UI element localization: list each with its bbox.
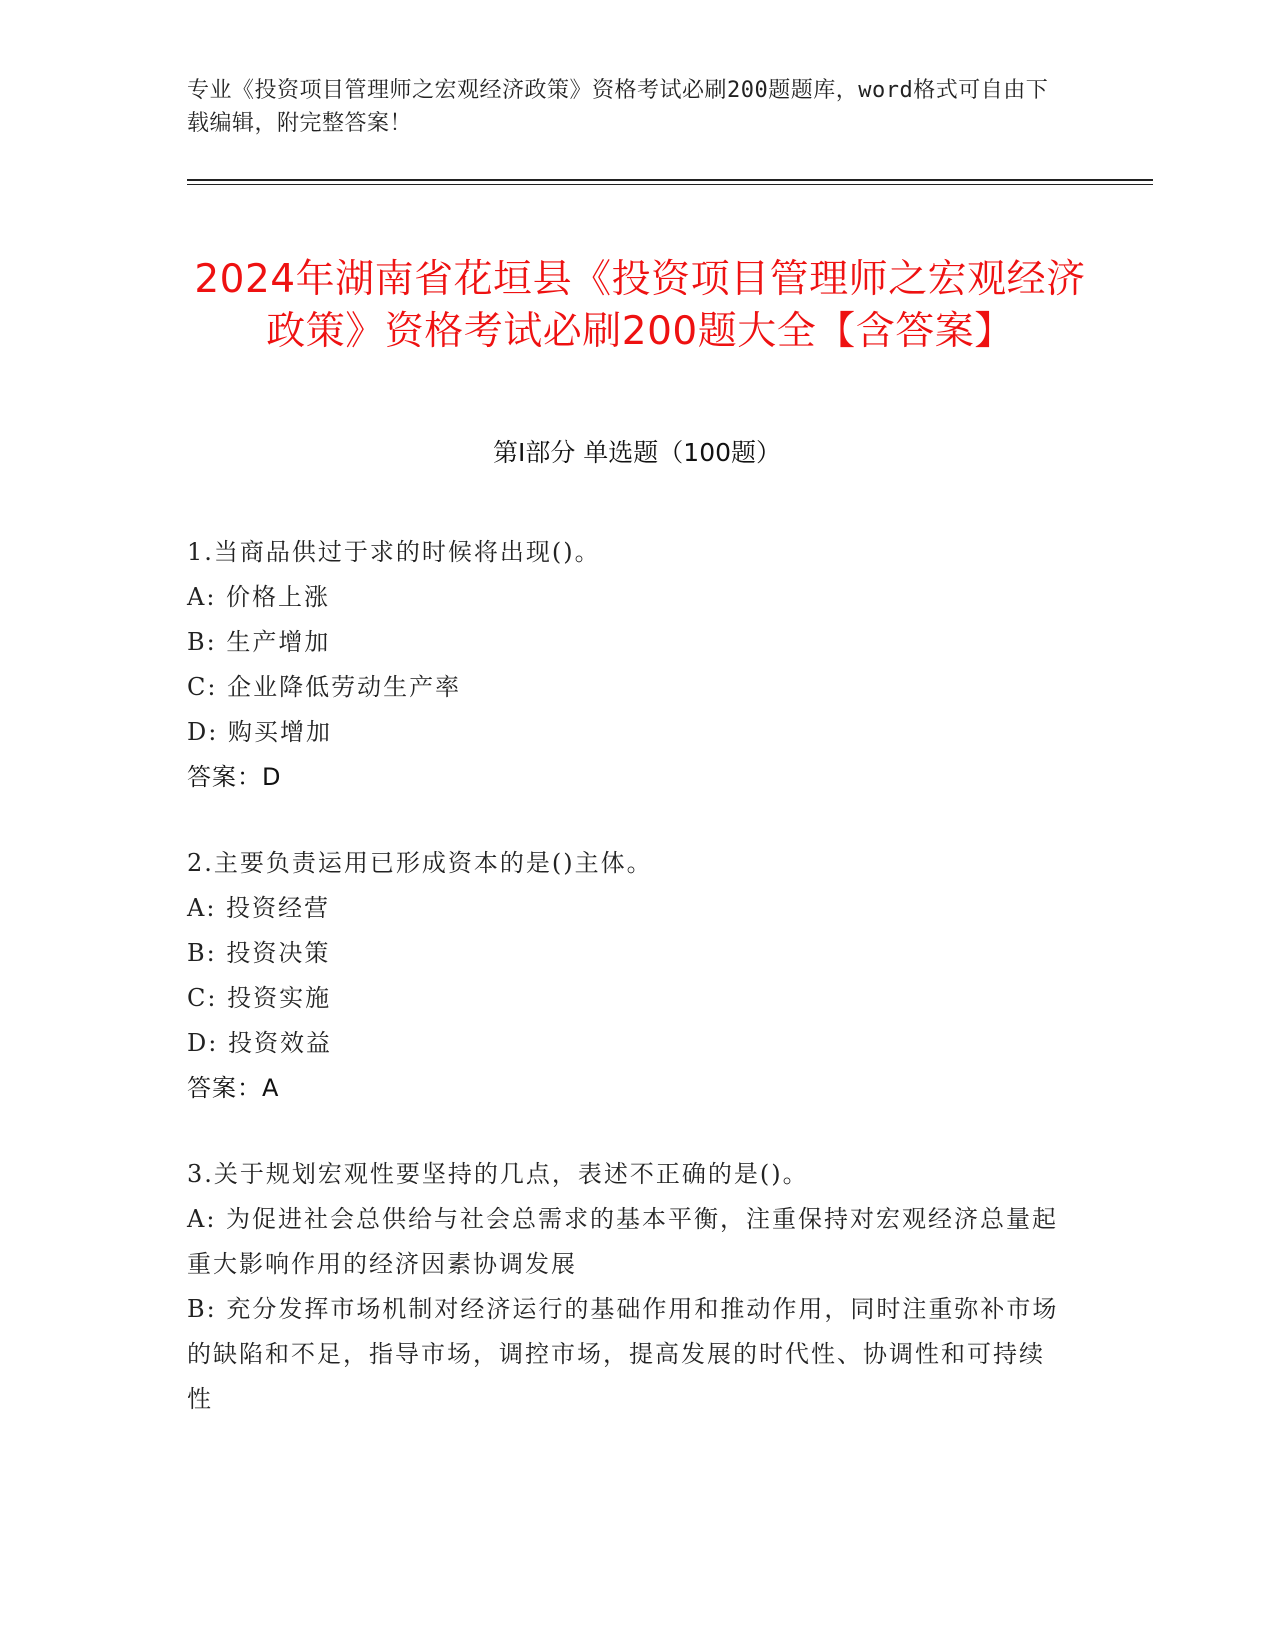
option-d: D: 投资效益: [187, 1029, 332, 1057]
option-c: C: 投资实施: [187, 984, 332, 1012]
header-note: 专业《投资项目管理师之宏观经济政策》资格考试必刷200题题库，word格式可自由下载编辑，附完整答案！: [187, 78, 1049, 136]
answer: 答案：D: [187, 763, 282, 791]
question-stem: 1.当商品供过于求的时候将出现()。: [187, 538, 601, 566]
answer: 答案：A: [187, 1074, 280, 1102]
header-divider: [187, 179, 1153, 181]
question-stem: 2.主要负责运用已形成资本的是()主体。: [187, 849, 653, 877]
section-heading: 第Ⅰ部分 单选题（100题）: [492, 438, 782, 467]
question-3: [187, 1152, 1067, 1422]
option-b: B: 生产增加: [187, 628, 331, 656]
question-list: [187, 530, 1067, 1463]
question-stem: 3.关于规划宏观性要坚持的几点，表述不正确的是()。: [187, 1160, 809, 1188]
option-c: C: 企业降低劳动生产率: [187, 673, 462, 701]
question-1: [187, 530, 1067, 800]
option-a: A: 价格上涨: [187, 583, 331, 611]
header-divider-thin: [187, 184, 1153, 185]
option-a: A: 投资经营: [187, 894, 331, 922]
option-a: A: 为促进社会总供给与社会总需求的基本平衡，注重保持对宏观经济总量起重大影响作用的经济因素协调发展: [187, 1205, 1059, 1278]
option-b: B: 投资决策: [187, 939, 331, 967]
document-title: 2024年湖南省花垣县《投资项目管理师之宏观经济政策》资格考试必刷200题大全【含答案】: [194, 257, 1086, 355]
option-b: B: 充分发挥市场机制对经济运行的基础作用和推动作用，同时注重弥补市场的缺陷和不足，指导市场，调控市场，提高发展的时代性、协调性和可持续性: [187, 1295, 1059, 1413]
question-2: [187, 841, 1067, 1111]
option-d: D: 购买增加: [187, 718, 332, 746]
